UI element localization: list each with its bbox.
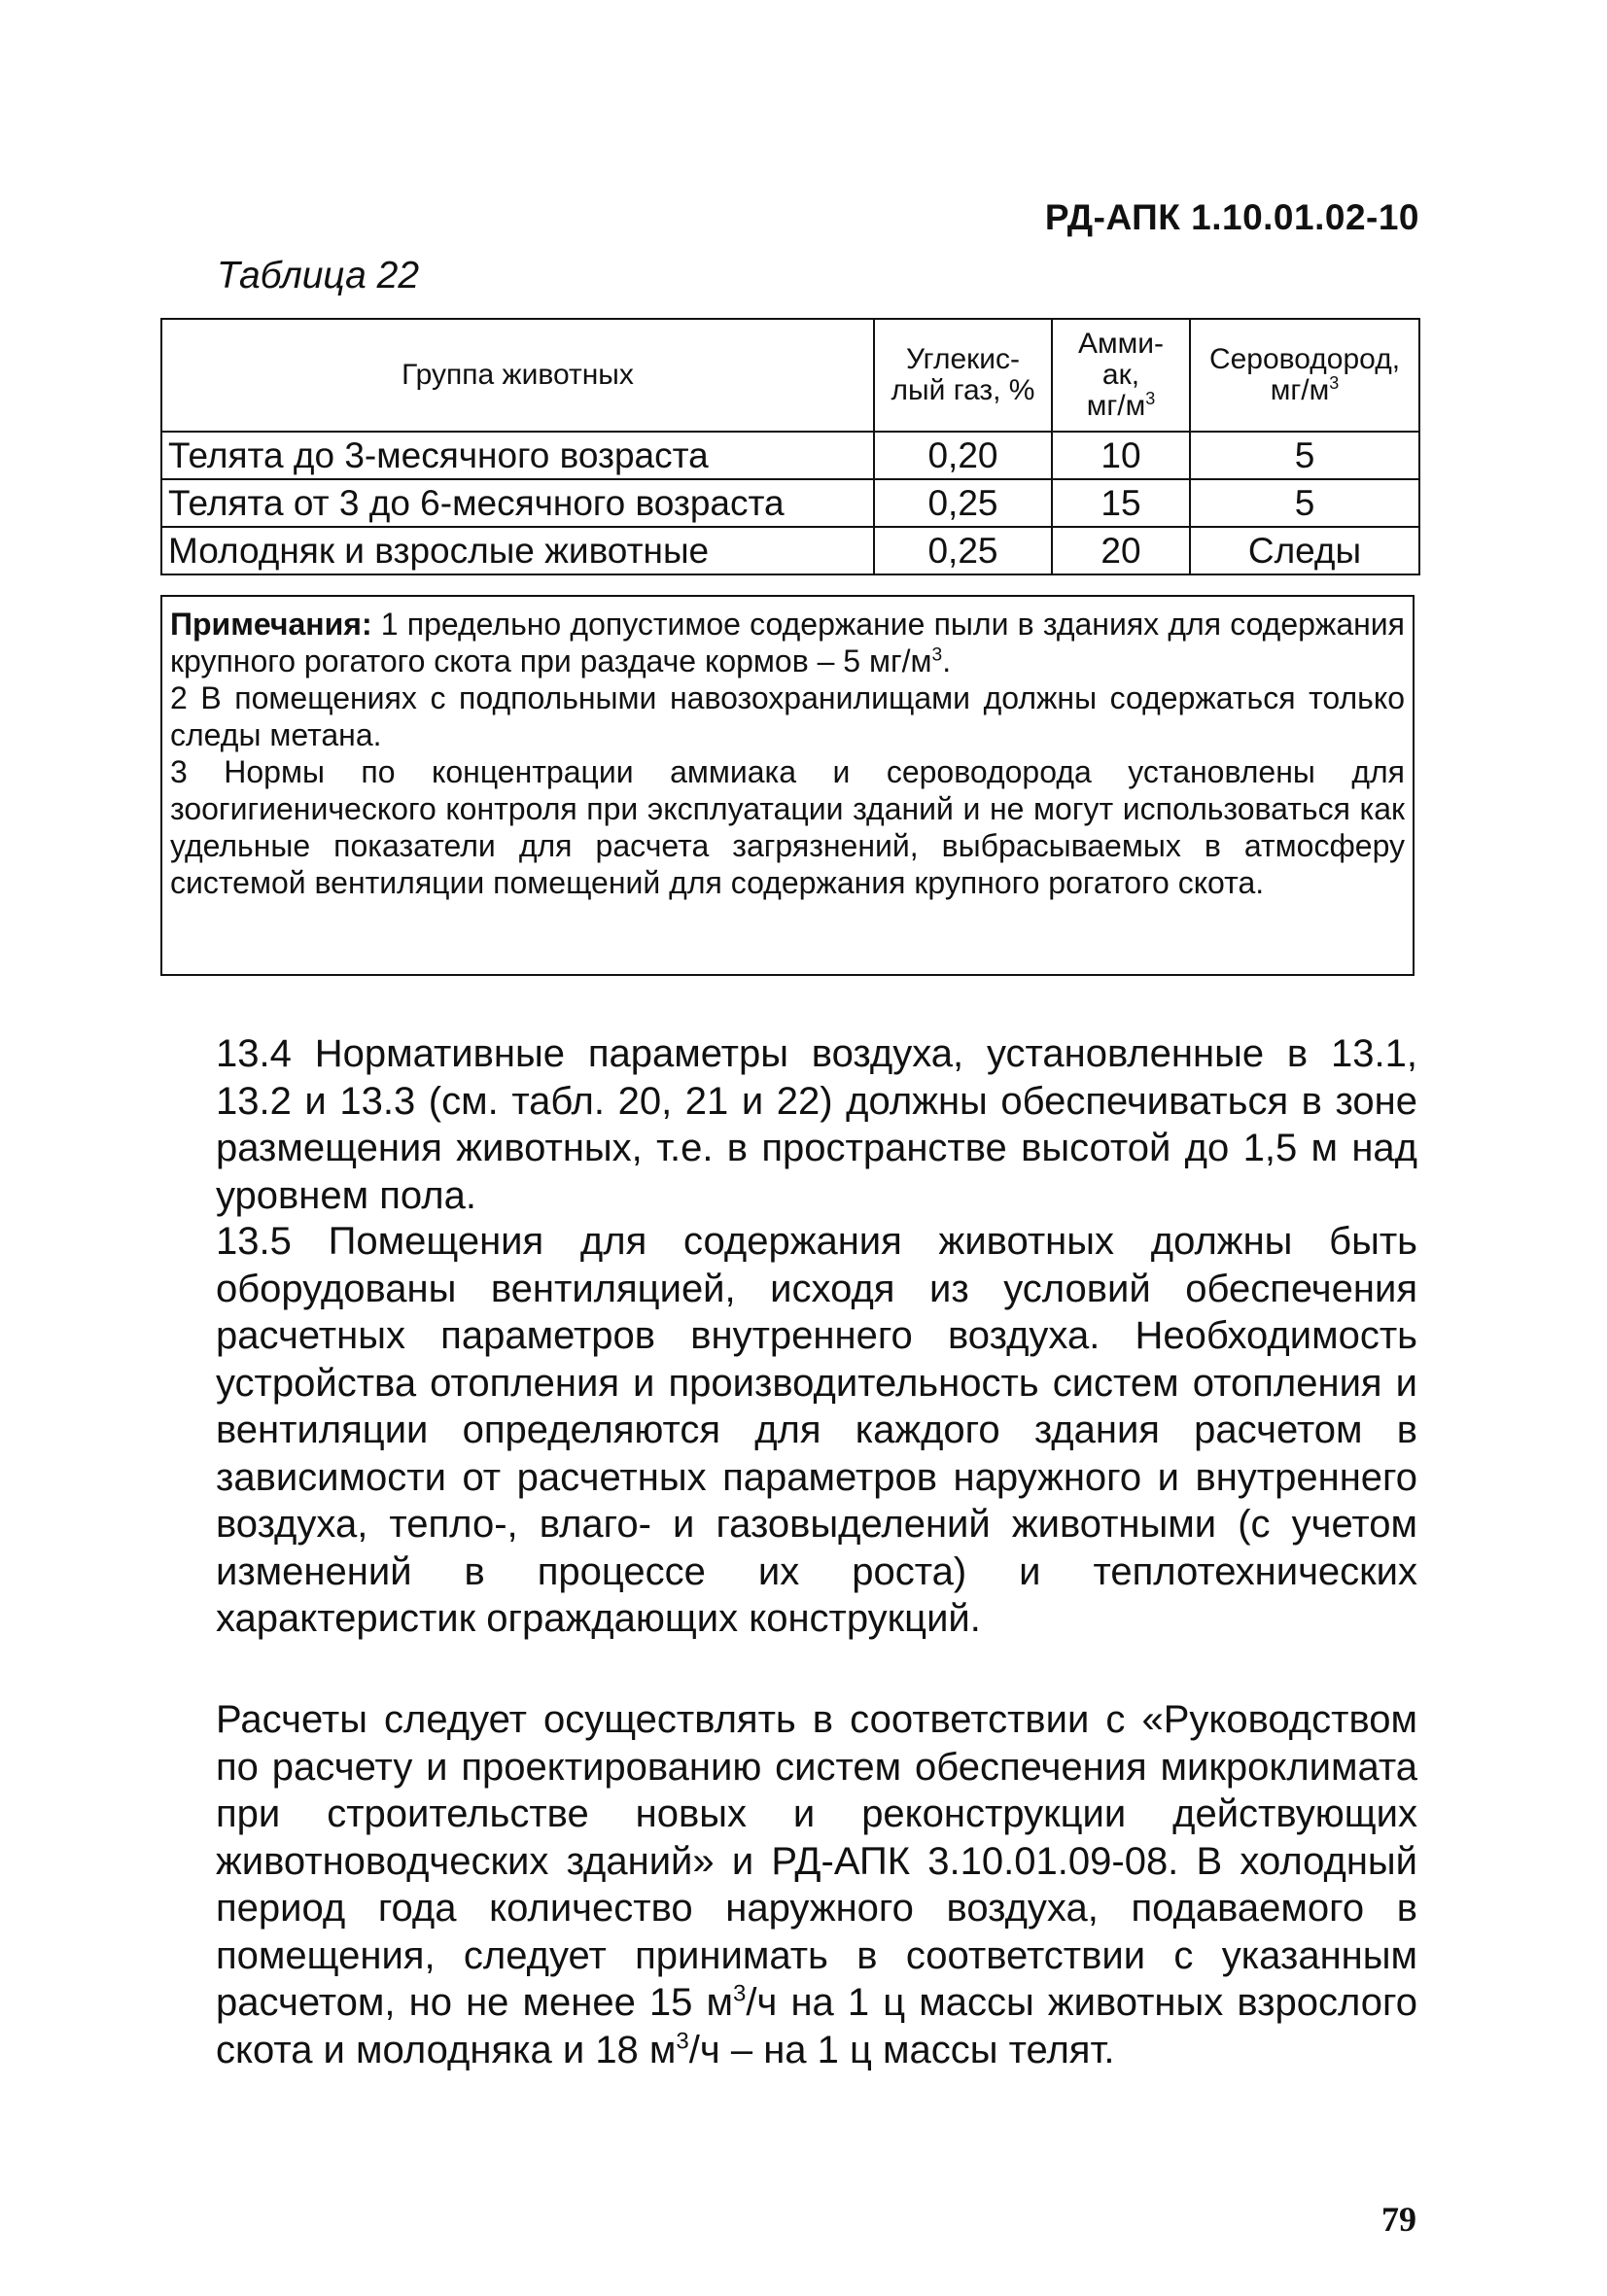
row-ammonia: 15 (1052, 479, 1190, 527)
row-co2: 0,25 (874, 527, 1052, 574)
table-notes (160, 595, 1415, 976)
row-ammonia: 20 (1052, 527, 1190, 574)
row-hydrogen-sulfide: 5 (1190, 479, 1419, 527)
paragraph-calculations: Расчеты следует осуществлять в соответствии с «Руководством по расчету и проектированию систем обеспечения микроклимата при строительстве новых и реконструкции действующих животноводческих зданий» и РД-АПК 3.10.01.09-08. В холодный период года количество наружного воздуха, подаваемого в помещения, следует принимать в соответствии с указанным расчетом, но не менее 15 $м^3/ч$ на 1 ц массы животных взрослого скота и молодняка и 18 $м^3/ч$ – на 1 ц массы телят. (216, 1698, 1417, 2071)
row-hydrogen-sulfide: 5 (1190, 432, 1419, 479)
header-hydrogen-sulfide: Сероводород, $мг/м^3$ (1190, 319, 1419, 432)
page-number: 79 (1381, 2200, 1416, 2239)
note-3: 3 Нормы по концентрации аммиака и сероводорода установлены для зоогигиенического контроля при эксплуатации зданий и не могут использоваться как удельные показатели для расчета загрязнений, выбрасываемых в атмосферу системой вентиляции помещений для содержания крупного рогатого скота. (170, 754, 1405, 900)
paragraph-13-5: 13.5 Помещения для содержания животных должны быть оборудованы вентиляцией, исходя из условий обеспечения расчетных параметров внутреннего воздуха. Необходимость устройства отопления и производительность систем отопления и вентиляции определяются для каждого здания расчетом в зависимости от расчетных параметров наружного и внутреннего воздуха, тепло-, влаго- и газовыделений животными (с учетом изменений в процессе их роста) и теплотехнических характеристик ограждающих конструкций. (216, 1220, 1417, 1640)
header-animal-group: Группа животных (161, 319, 874, 432)
note-2: 2 В помещениях с подпольными навозохранилищами должны содержаться только следы метана. (170, 680, 1405, 752)
row-animal-group: Телята до 3-месячного возраста (161, 432, 874, 479)
row-hydrogen-sulfide: Следы (1190, 527, 1419, 574)
note-1: Примечания: 1 предельно допустимое содержание пыли в зданиях для содержания крупного рогатого скота при раздаче кормов – 5 $мг/м^3$. (170, 607, 1405, 678)
row-co2: 0,25 (874, 479, 1052, 527)
row-ammonia: 10 (1052, 432, 1190, 479)
document-code: РД-АПК 1.10.01.02-10 (1044, 197, 1419, 237)
gas-norms-table (160, 318, 1420, 575)
table-row (161, 479, 1419, 527)
header-co2: Углекис- лый газ, % (874, 319, 1052, 432)
table-row (161, 432, 1419, 479)
row-animal-group: Молодняк и взрослые животные (161, 527, 874, 574)
table-row (161, 527, 1419, 574)
notes-label: Примечания: (170, 607, 372, 642)
header-ammonia: Амми- ак, $мг/м^3$ (1052, 319, 1190, 432)
table-caption: Таблица 22 (217, 255, 420, 296)
row-co2: 0,20 (874, 432, 1052, 479)
paragraph-13-4: 13.4 Нормативные параметры воздуха, установленные в 13.1, 13.2 и 13.3 (см. табл. 20, 21 и 22) должны обеспечиваться в зоне размещения животных, т.е. в пространстве высотой до 1,5 м над уровнем пола. (216, 1032, 1417, 1217)
table-header-row (161, 319, 1419, 432)
row-animal-group: Телята от 3 до 6-месячного возраста (161, 479, 874, 527)
